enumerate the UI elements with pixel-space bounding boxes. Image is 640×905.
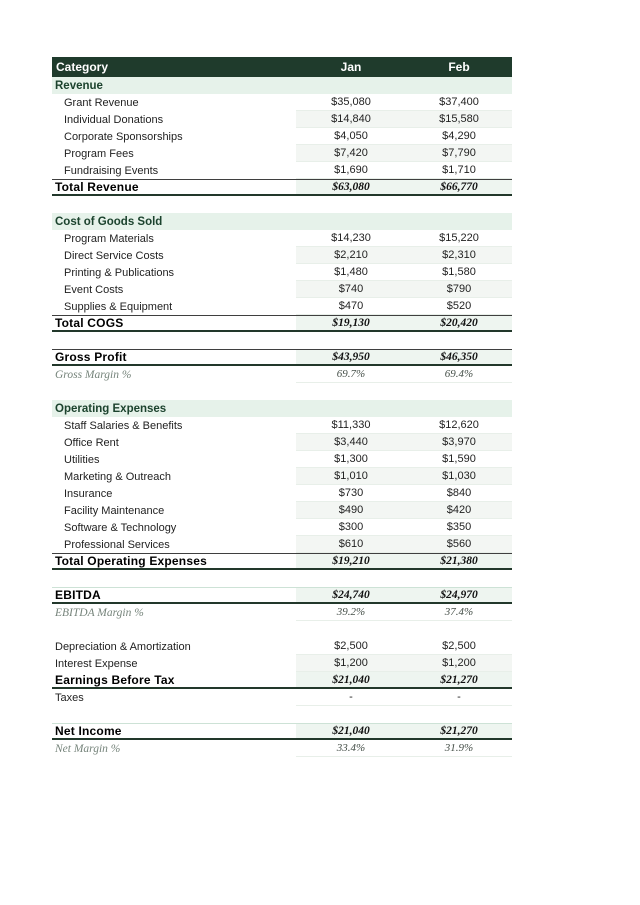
row-depreciation-amortization [52,638,512,655]
jan-value-cell: $11,330 [296,417,406,434]
row-gross-profit [52,349,512,366]
row-ebitda-margin [52,604,512,621]
spacer-row [52,706,512,723]
category-cell: Program Materials [64,232,154,245]
category-cell: Net Margin % [55,742,121,755]
row-software-technology [52,519,512,536]
row-net-income [52,723,512,740]
jan-value-cell: $2,210 [296,247,406,264]
row-office-rent [52,434,512,451]
feb-value-cell: - [406,689,512,706]
row-direct-service-costs [52,247,512,264]
row-corporate-sponsorships [52,128,512,145]
row-individual-donations [52,111,512,128]
jan-value-cell: $1,300 [296,451,406,468]
feb-value-cell: 37.4% [406,604,512,621]
jan-value-cell: $43,950 [296,350,406,364]
feb-value-cell: $1,580 [406,264,512,281]
category-cell: EBITDA Margin % [55,606,144,619]
spacer-row [52,196,512,213]
row-marketing-outreach [52,468,512,485]
row-professional-services [52,536,512,553]
category-cell: Total Revenue [55,180,139,194]
category-cell: Net Income [55,724,122,738]
feb-value-cell: $1,590 [406,451,512,468]
spacer-row [52,332,512,349]
jan-value-cell: 39.2% [296,604,406,621]
financial-table-body [52,77,512,757]
row-staff-salaries-benefits [52,417,512,434]
feb-value-cell: $21,270 [406,672,512,687]
category-cell: Depreciation & Amortization [55,640,191,653]
jan-value-cell: $2,500 [296,638,406,655]
table-header-row [52,57,512,77]
feb-value-cell: $3,970 [406,434,512,451]
row-cost-of-goods-sold [52,213,512,230]
jan-value-cell: $19,130 [296,316,406,330]
category-cell: Grant Revenue [64,96,139,109]
feb-value-cell: $2,310 [406,247,512,264]
jan-value-cell: $4,050 [296,128,406,145]
category-cell: Gross Profit [55,350,127,364]
spacer-row [52,570,512,587]
feb-value-cell: $1,200 [406,655,512,672]
row-interest-expense [52,655,512,672]
feb-value-cell: $21,380 [406,554,512,568]
feb-value-cell: $790 [406,281,512,298]
category-cell: Office Rent [64,436,119,449]
category-cell: Individual Donations [64,113,164,126]
feb-value-cell: $7,790 [406,145,512,162]
feb-value-cell: $2,500 [406,638,512,655]
jan-value-cell: $470 [296,298,406,315]
jan-value-cell: $21,040 [296,724,406,738]
category-cell: Supplies & Equipment [64,300,173,313]
category-cell: Staff Salaries & Benefits [64,419,183,432]
feb-value-cell: $66,770 [406,180,512,194]
feb-value-cell: $840 [406,485,512,502]
row-total-revenue [52,179,512,196]
category-cell: Fundraising Events [64,164,159,177]
category-cell: Event Costs [64,283,124,296]
feb-value-cell: $1,030 [406,468,512,485]
jan-value-cell: 69.7% [296,366,406,383]
jan-value-cell: $14,840 [296,111,406,128]
row-grant-revenue [52,94,512,111]
row-insurance [52,485,512,502]
row-revenue [52,77,512,94]
feb-value-cell: $21,270 [406,724,512,738]
category-cell: Direct Service Costs [64,249,164,262]
jan-value-cell: 33.4% [296,740,406,757]
jan-value-cell: $21,040 [296,672,406,687]
feb-value-cell: $520 [406,298,512,315]
jan-value-cell: $24,740 [296,588,406,602]
feb-value-cell: $12,620 [406,417,512,434]
row-gross-margin [52,366,512,383]
row-supplies-equipment [52,298,512,315]
category-cell: Earnings Before Tax [55,672,175,687]
row-total-operating-expenses [52,553,512,570]
category-cell: Insurance [64,487,113,500]
category-cell: Utilities [64,453,100,466]
feb-value-cell: 69.4% [406,366,512,383]
row-earnings-before-tax [52,672,512,689]
jan-value-cell: $1,200 [296,655,406,672]
jan-value-cell: $63,080 [296,180,406,194]
jan-value-cell: - [296,689,406,706]
category-cell: Interest Expense [55,657,138,670]
jan-value-cell: $730 [296,485,406,502]
category-cell: Total COGS [55,316,124,330]
row-facility-maintenance [52,502,512,519]
feb-value-cell: 31.9% [406,740,512,757]
spacer-row [52,621,512,638]
jan-value-cell: $1,480 [296,264,406,281]
column-header-feb: Feb [448,60,470,74]
category-cell: Corporate Sponsorships [64,130,183,143]
section-title: Operating Expenses [55,402,167,415]
jan-value-cell: $1,010 [296,468,406,485]
section-title: Cost of Goods Sold [55,215,163,228]
category-cell: Gross Margin % [55,368,132,381]
category-cell: Facility Maintenance [64,504,165,517]
feb-value-cell: $15,220 [406,230,512,247]
row-fundraising-events [52,162,512,179]
column-header-category: Category [56,60,109,74]
feb-value-cell: $4,290 [406,128,512,145]
category-cell: Software & Technology [64,521,177,534]
category-cell: Total Operating Expenses [55,554,207,568]
category-cell: EBITDA [55,588,101,602]
jan-value-cell: $3,440 [296,434,406,451]
feb-value-cell: $24,970 [406,588,512,602]
row-printing-publications [52,264,512,281]
feb-value-cell: $15,580 [406,111,512,128]
jan-value-cell: $1,690 [296,162,406,179]
row-total-cogs [52,315,512,332]
row-net-margin [52,740,512,757]
spacer-row [52,383,512,400]
jan-value-cell: $14,230 [296,230,406,247]
feb-value-cell: $560 [406,536,512,553]
financial-table [52,57,512,757]
category-cell: Marketing & Outreach [64,470,171,483]
row-taxes [52,689,512,706]
jan-value-cell: $490 [296,502,406,519]
row-operating-expenses [52,400,512,417]
jan-value-cell: $610 [296,536,406,553]
feb-value-cell: $20,420 [406,316,512,330]
feb-value-cell: $420 [406,502,512,519]
category-cell: Taxes [55,691,84,704]
category-cell: Program Fees [64,147,134,160]
jan-value-cell: $19,210 [296,554,406,568]
column-header-jan: Jan [340,60,362,74]
row-event-costs [52,281,512,298]
row-utilities [52,451,512,468]
jan-value-cell: $35,080 [296,94,406,111]
section-title: Revenue [55,79,103,92]
feb-value-cell: $46,350 [406,350,512,364]
row-ebitda [52,587,512,604]
feb-value-cell: $1,710 [406,162,512,179]
category-cell: Professional Services [64,538,170,551]
row-program-fees [52,145,512,162]
jan-value-cell: $7,420 [296,145,406,162]
jan-value-cell: $740 [296,281,406,298]
category-cell: Printing & Publications [64,266,175,279]
feb-value-cell: $350 [406,519,512,536]
jan-value-cell: $300 [296,519,406,536]
row-program-materials [52,230,512,247]
feb-value-cell: $37,400 [406,94,512,111]
